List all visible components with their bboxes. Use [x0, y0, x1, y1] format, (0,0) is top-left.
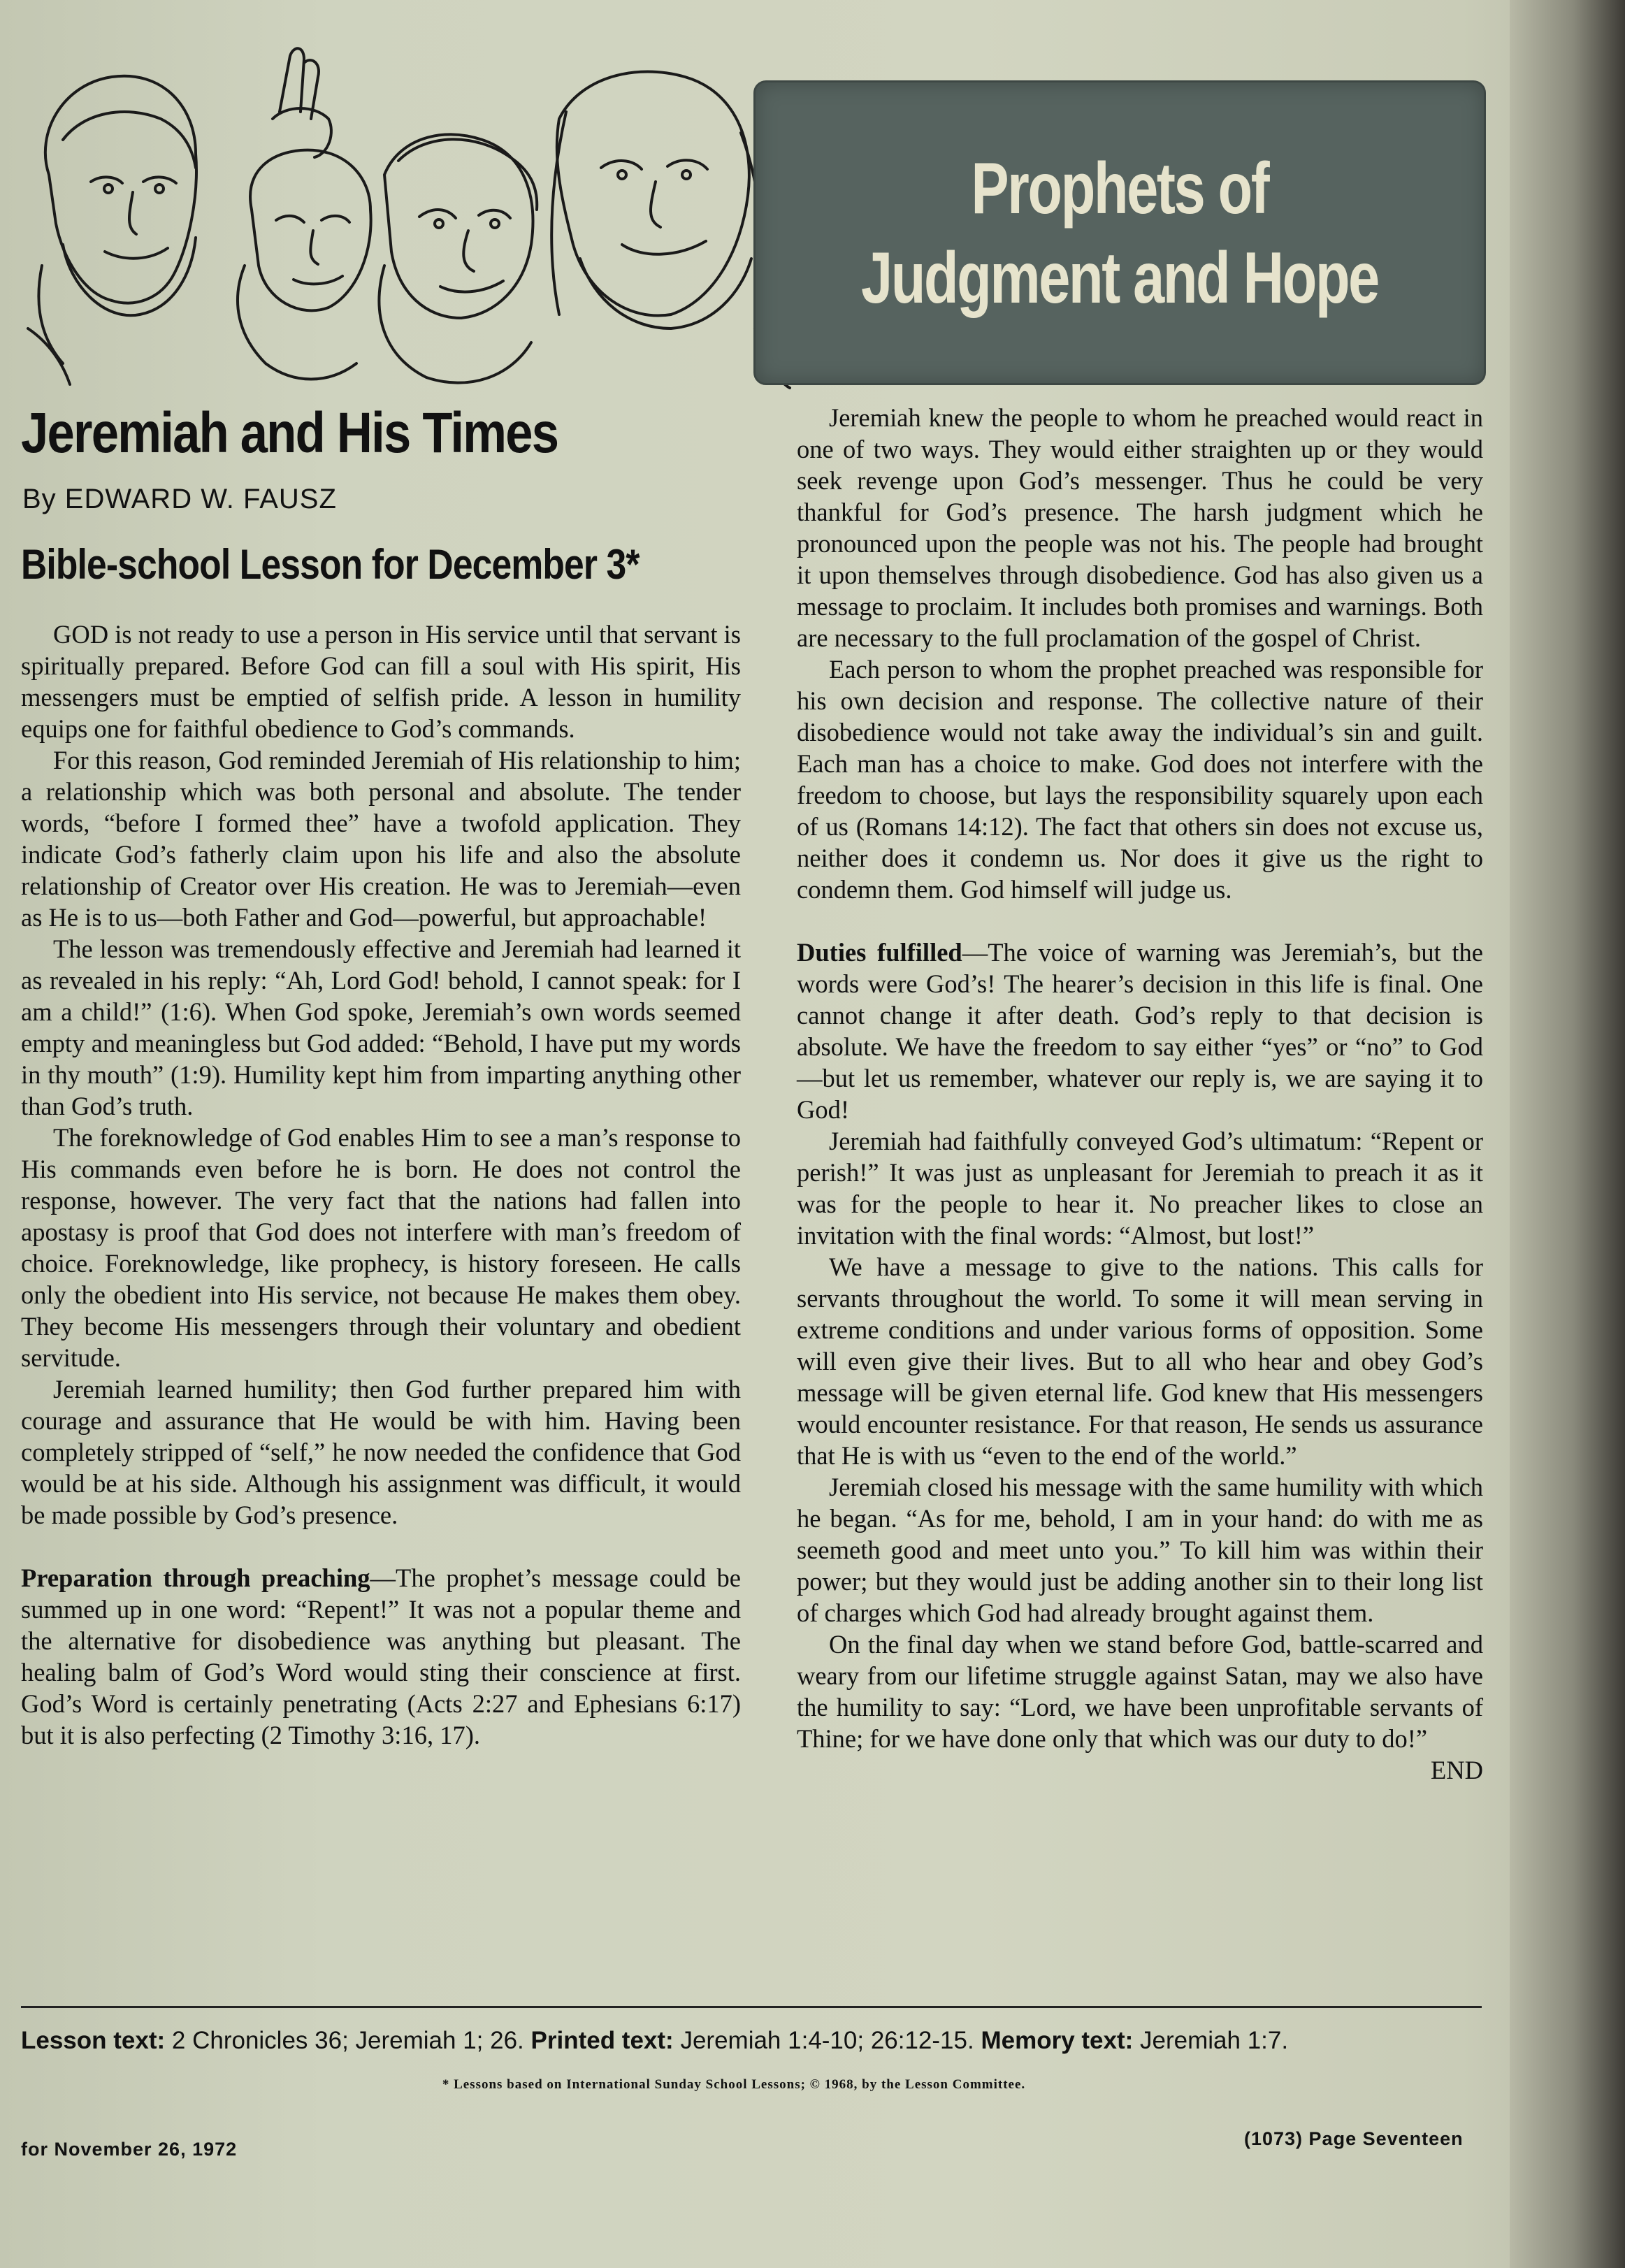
prophets-faces-illustration: [21, 35, 797, 391]
copyright-footnote: * Lessons based on International Sunday School Lessons; © 1968, by the Lesson Committee.: [442, 2077, 1026, 2092]
right-paragraph-7-body: On the final day when we stand before God, battle-scarred and weary from our lifetime struggle against Satan, may we also have the humility to say: “Lord, we have been unprofitable servants of Thine; for we have done only that which was our duty to do!”: [797, 1630, 1483, 1753]
left-paragraph-2: For this reason, God reminded Jeremiah of His relationship to him; a relationship which was both personal and absolute. The tender words, “before I formed thee” have a twofold application. They indicate God’s fatherly claim upon his life and also the absolute relationship of Creator over His creation. He was to Jeremiah—even as He is to us—both Father and God—powerful, but approachable!: [21, 746, 741, 932]
left-paragraph-1: GOD is not ready to use a person in His service until that servant is spiritually prepared. Before God can fill a soul with His spirit, His messengers must be emptied of selfish pride. A lesson in humility equips one for faithful obedience to God’s commands.: [21, 620, 741, 743]
article-title: Jeremiah and His Times: [21, 401, 558, 465]
article-byline: By EDWARD W. FAUSZ: [22, 484, 337, 514]
left-paragraph-4: The foreknowledge of God enables Him to see a man’s response to His commands even before he is born. He does not control the response, however. The very fact that the nations had fallen into apostasy is proof that God does not interfere with man’s freedom of choice. Foreknowledge, like prophecy, is history foreseen. He calls only the obedient into His service, not because He makes them obey. They become His messengers through their voluntary and obedient servitude.: [21, 1123, 741, 1372]
banner-title-line1: Prophets of: [971, 148, 1269, 229]
bottom-rule: [21, 2006, 1482, 2008]
right-paragraph-5: We have a message to give to the nations. This calls for servants throughout the world. To some it will mean serving in extreme conditions and under various forms of opposition. Some will even give their lives. But to all who hear and obey God’s message will be given eternal life. God knew that His messengers would encounter resistance. For that reason, He sends us assurance that He is with us “even to the end of the world.”: [797, 1252, 1483, 1470]
right-paragraph-7: [797, 1628, 1483, 1784]
page-binding-shadow: [1510, 0, 1625, 2268]
section-heading-preparation: Preparation through preaching: [21, 1563, 370, 1592]
left-paragraph-6: [21, 1562, 741, 1751]
printed-text-label: Printed text:: [530, 2027, 674, 2054]
lesson-text-value: 2 Chronicles 36; Jeremiah 1; 26.: [171, 2027, 524, 2054]
series-banner: [753, 80, 1486, 385]
issue-date: for November 26, 1972: [21, 2139, 238, 2160]
left-text-column: [21, 619, 741, 1751]
printed-text-value: Jeremiah 1:4-10; 26:12-15.: [680, 2027, 974, 2054]
left-paragraph-6-body: —The prophet’s message could be summed up in one word: “Repent!” It was not a popular theme and the alternative for disobedience was anything but pleasant. The healing balm of God’s Word would sting their conscience at first. God’s Word is certainly penetrating (Acts 2:27 and Ephesians 6:17) but it is also perfecting (2 Timothy 3:16, 17).: [21, 1563, 741, 1749]
end-mark: END: [1430, 1756, 1483, 1784]
article-subtitle: Bible-school Lesson for December 3*: [21, 541, 640, 588]
memory-text-label: Memory text:: [981, 2027, 1134, 2054]
left-paragraph-5: Jeremiah learned humility; then God further prepared him with courage and assurance that He would be with him. Having been completely stripped of “self,” he now needed the confidence that God would be at his side. Although his assignment was difficult, it would be made possible by God’s presence.: [21, 1375, 741, 1529]
left-paragraph-3: The lesson was tremendously effective and Jeremiah had learned it as revealed in his reply: “Ah, Lord God! behold, I cannot speak: for I am a child!” (1:6). When God spoke, Jeremiah’s own words seemed empty and meaningless but God added: “Behold, I have put my words in thy mouth” (1:9). Humility kept him from imparting anything other than God’s truth.: [21, 934, 741, 1120]
page-number: (1073) Page Seventeen: [1244, 2128, 1464, 2149]
memory-text-value: Jeremiah 1:7.: [1140, 2027, 1289, 2054]
right-text-column: [797, 402, 1483, 1786]
lesson-text-line: [21, 2027, 1489, 2055]
banner-title: [836, 144, 1404, 323]
right-paragraph-2: Each person to whom the prophet preached was responsible for his own decision and response. The collective nature of their disobedience would not take away the individual’s sin and guilt. Each man has a choice to make. God does not interfere with the freedom to choose, but lays the responsibility squarely upon each of us (Romans 14:12). The fact that others sin does not excuse us, neither does it condemn us. Nor does it give us the right to condemn them. God himself will judge us.: [797, 655, 1483, 904]
right-paragraph-6: Jeremiah closed his message with the same humility with which he began. “As for me, behold, I am in your hand: do with me as seemeth good and meet unto you.” To kill him was within their power; but they would just be adding another sin to their long list of charges which God had already brought against them.: [797, 1473, 1483, 1627]
lesson-text-label: Lesson text:: [21, 2027, 166, 2054]
section-heading-duties: Duties fulfilled: [797, 938, 962, 967]
right-paragraph-1: Jeremiah knew the people to whom he preached would react in one of two ways. They would either straighten up or they would seek revenge upon God’s messenger. Thus he could be very thankful for God’s presence. The harsh judgment which he pronounced upon the people was not his. The people had brought it upon themselves through disobedience. God has also given us a message to proclaim. It includes both promises and warnings. Both are necessary to the full proclamation of the gospel of Christ.: [797, 403, 1483, 652]
right-paragraph-3: [797, 937, 1483, 1125]
right-paragraph-4: Jeremiah had faithfully conveyed God’s ultimatum: “Repent or perish!” It was just as unpleasant for Jeremiah to preach it as it was for the people to hear it. No preacher likes to close an invitation with the final words: “Almost, but lost!”: [797, 1127, 1483, 1250]
right-paragraph-3-body: —The voice of warning was Jeremiah’s, but the words were God’s! The hearer’s decision in this life is final. One cannot change it after death. God’s reply to that decision is absolute. We have the freedom to say either “yes” or “no” to God—but let us remember, whatever our reply is, we are saying it to God!: [797, 938, 1483, 1124]
banner-title-line2: Judgment and Hope: [861, 238, 1378, 319]
